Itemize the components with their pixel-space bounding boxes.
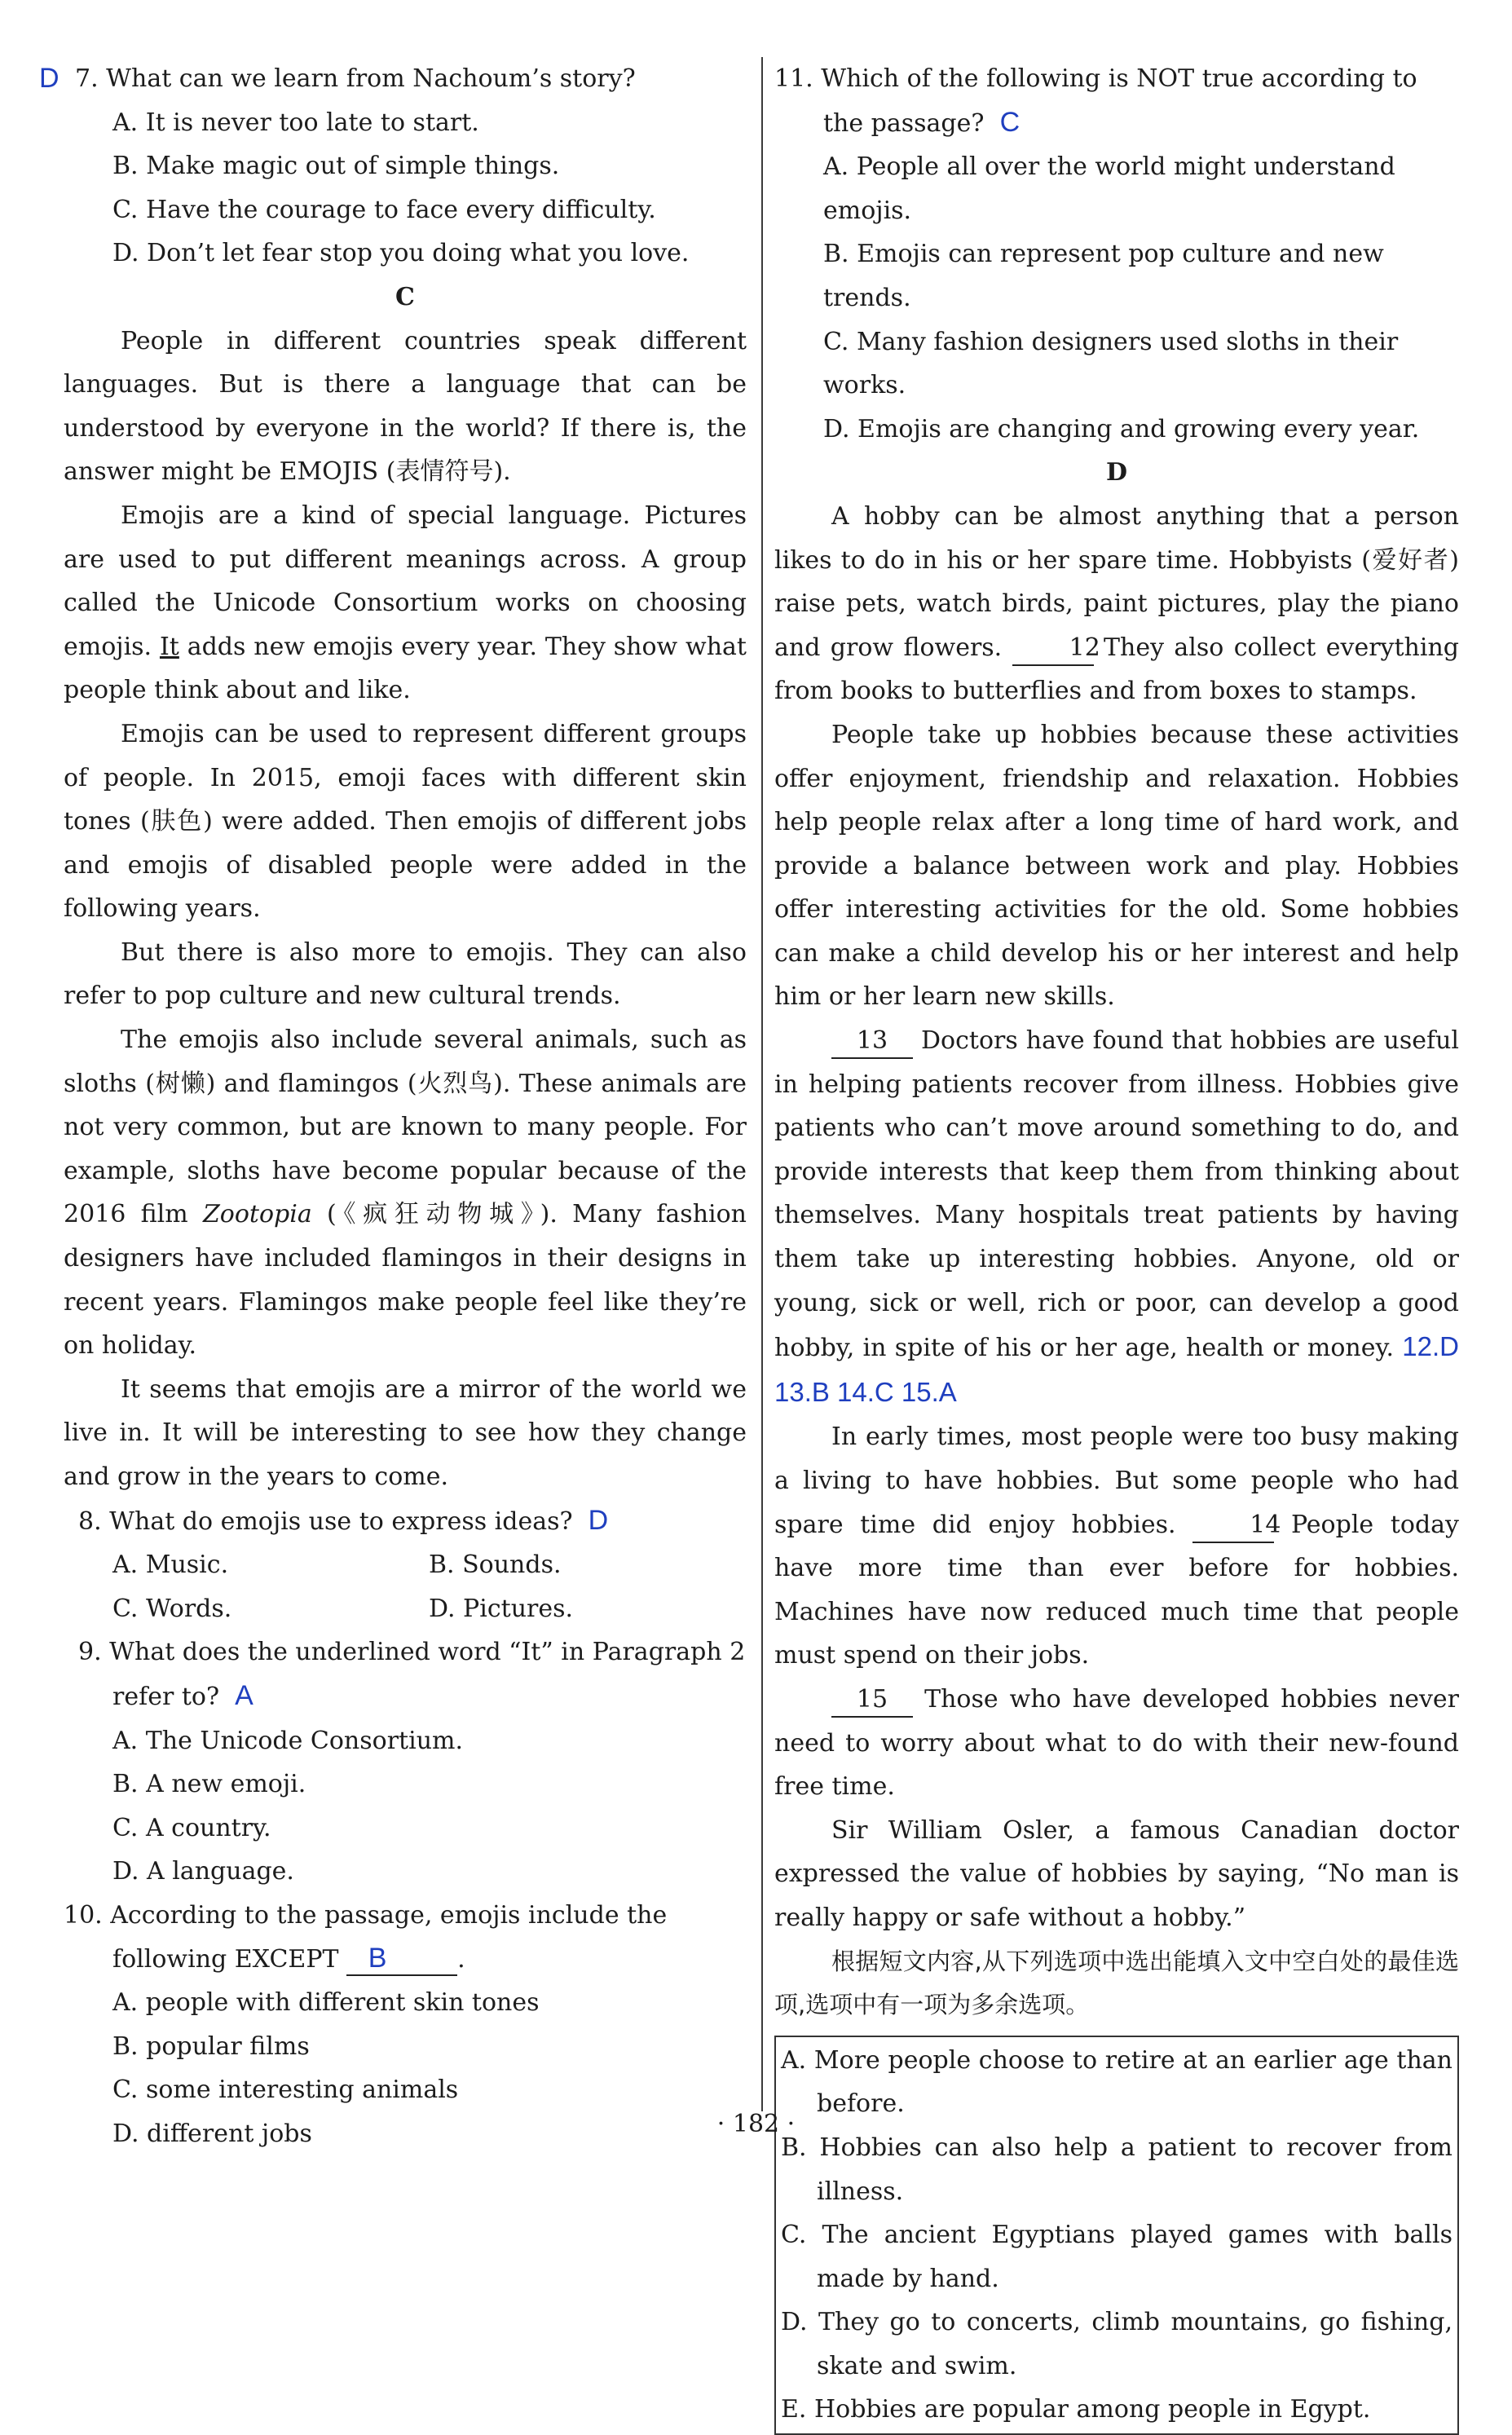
question-10-line: 10. According to the passage, emojis include the following EXCEPT B . [64,1894,747,1981]
box-option-e: E. Hobbies are popular among people in Egypt. [781,2395,1371,2424]
answer-q9: A [235,1679,253,1711]
underlined-word-it: It [159,632,179,661]
passage-c-paragraph-3: Emojis can be used to represent different groups of people. In 2015, emoji faces with different skin tones (肤色) were added. Then emojis of different jobs and emojis of disabled people were added in the following years. [64,719,747,924]
answer-q8: D [588,1504,609,1536]
instruction-text: 根据短文内容,从下列选项中选出能填入文中空白处的最佳选项,选项中有一项为多余选项。 [774,1947,1459,2019]
q8-option-a: A. Music. [112,1551,229,1580]
question-9 [64,1630,747,1894]
d-p1-text-a: A hobby can be almost anything that a person likes to do in his or her spare time. Hobbyists (爱好者) raise pets, watch birds, paint pictures, play the piano and grow flowers. [774,501,1459,662]
d-p4-text-a: In early times, most people were too busy making a living to have hobbies. But some people who had spare time did enjoy hobbies. [774,1423,1459,1539]
d-p3-text: Doctors have found that hobbies are useful in helping patients recover from illness. Hobbies give patients who can’t move around something to do, and provide interests that keep them from thinking about themselves. Many hospitals treat patients by having them take up interesting hobbies. Anyone, old or young, sick or well, rich or poor, can develop a good hobby, in spite of his or her age, health or money. [774,1026,1459,1363]
left-column [39,57,747,2156]
options-box [774,2036,1459,2435]
answer-q7: D [39,63,60,94]
box-option-c: C. The ancient Egyptians played games with balls made by hand. [781,2221,1452,2293]
question-10-stem: 10. According to the passage, emojis include the following EXCEPT [64,1900,668,1974]
blank-15: 15 [831,1683,913,1718]
passage-d-paragraph-4 [774,1415,1459,1678]
question-9-line [64,1630,747,1718]
q10-option-d: D. different jobs [112,2119,312,2148]
q7-option-d: D. Don’t let fear stop you doing what you love. [112,239,690,268]
q8-options-row-2 [64,1587,747,1631]
box-option-a: A. More people choose to retire at an earlier age than before. [781,2045,1452,2119]
passage-d-paragraph-5 [774,1678,1459,1809]
question-11-line [774,57,1459,145]
passage-d-paragraph-6: Sir William Osler, a famous Canadian doctor expressed the value of hobbies by saying, “No man is really happy or safe without a hobby.” [774,1815,1459,1932]
question-8-line [64,1499,747,1544]
question-7-stem: 7. What can we learn from Nachoum’s story? [75,64,636,93]
d-p1-text-b: They also collect everything from books to butterflies and from boxes to stamps. [774,633,1459,706]
q11-option-a: A. People all over the world might understand emojis. [823,152,1395,225]
blank-13: 13 [831,1025,913,1059]
section-c-title: C [395,282,415,311]
d-p5-text: Those who have developed hobbies never need to worry about what to do with their new-found free time. [774,1684,1459,1802]
q10-option-a: A. people with different skin tones [112,1988,540,2018]
answer-q10: B [346,1942,457,1976]
q11-option-b: B. Emojis can represent pop culture and new trends. [823,240,1384,312]
question-7 [39,57,747,276]
q8-options-row-1 [64,1543,747,1587]
column-divider [761,57,763,2111]
page-number: · 182 · [716,2110,796,2138]
question-11-stem: 11. Which of the following is NOT true according to the passage? [774,64,1417,138]
q10-option-b: B. popular films [112,2031,310,2061]
passage-d-paragraph-3 [774,1019,1459,1415]
blank-12: 12 [1012,632,1094,666]
q11-option-d: D. Emojis are changing and growing every year. [823,414,1420,443]
question-9-stem: 9. What does the underlined word “It” in Paragraph 2 refer to? [78,1638,746,1711]
p5-text-b: (《疯狂动物城》). Many fashion designers have included flamingos in their designs in recent years. Flamingos make people feel like they’re on holiday. [64,1200,747,1361]
question-11 [774,57,1459,451]
passage-c-paragraph-5 [64,1018,747,1368]
right-column [774,57,1459,2435]
passage-d-paragraph-2: People take up hobbies because these activities offer enjoyment, friendship and relaxation. Hobbies help people relax after a long time of hard work, and provide a balance between work and play. Hobbies offer interesting activities for the old. Some hobbies can make a child develop his or her interest and help him or her learn new skills. [774,720,1459,1012]
p2-text-a: Emojis are a kind of special language. Pictures are used to put different meanings across. A group called the Unicode Consortium works on choosing emojis. [64,501,747,661]
q7-option-b: B. Make magic out of simple things. [112,152,560,181]
q11-option-c: C. Many fashion designers used sloths in their works. [823,327,1399,400]
blank-14: 14 [1192,1509,1274,1543]
q8-option-b: B. Sounds. [429,1551,562,1580]
q8-option-c: C. Words. [112,1594,232,1623]
question-8-stem: 8. What do emojis use to express ideas? [78,1506,573,1536]
film-title: Zootopia [202,1200,312,1229]
section-d-title: D [1105,458,1127,487]
p5-text-a: The emojis also include several animals, such as sloths (树懒) and flamingos (火烈鸟). These animals are not very common, but are known to many people. For example, sloths have become popular because of the 2016 film [64,1026,747,1229]
passage-c-paragraph-4: But there is also more to emojis. They can also refer to pop culture and new cultural trends. [64,937,747,1011]
answer-q11: C [999,106,1020,138]
passage-d-paragraph-1 [774,495,1459,713]
answers-12-15: 12.D 13.B 14.C 15.A [774,1331,1459,1407]
q9-option-a: A. The Unicode Consortium. [112,1726,464,1755]
p2-text-b: adds new emojis every year. They show what people think about and like. [64,632,747,705]
d-p4-text-b: People today have more time than ever before for hobbies. Machines have now reduced much time that people must spend on their jobs. [774,1510,1460,1670]
q9-option-c: C. A country. [112,1813,271,1842]
q7-option-c: C. Have the courage to face every difficulty. [112,195,656,224]
q10-option-c: C. some interesting animals [112,2075,459,2105]
passage-c-paragraph-6: It seems that emojis are a mirror of the world we live in. It will be interesting to see how they change and grow in the years to come. [64,1374,747,1491]
q8-option-d: D. Pictures. [429,1594,574,1623]
box-option-d: D. They go to concerts, climb mountains, go fishing, skate and swim. [781,2308,1452,2380]
q7-option-a: A. It is never too late to start. [112,108,479,137]
q9-option-b: B. A new emoji. [112,1770,306,1799]
question-8 [64,1499,747,1631]
box-option-b: B. Hobbies can also help a patient to recover from illness. [781,2133,1452,2206]
q9-option-d: D. A language. [112,1857,294,1886]
passage-c-paragraph-1: People in different countries speak different languages. But is there a language that can be understood by everyone in the world? If there is, the answer might be EMOJIS (表情符号). [64,326,747,487]
passage-c-paragraph-2 [64,494,747,712]
